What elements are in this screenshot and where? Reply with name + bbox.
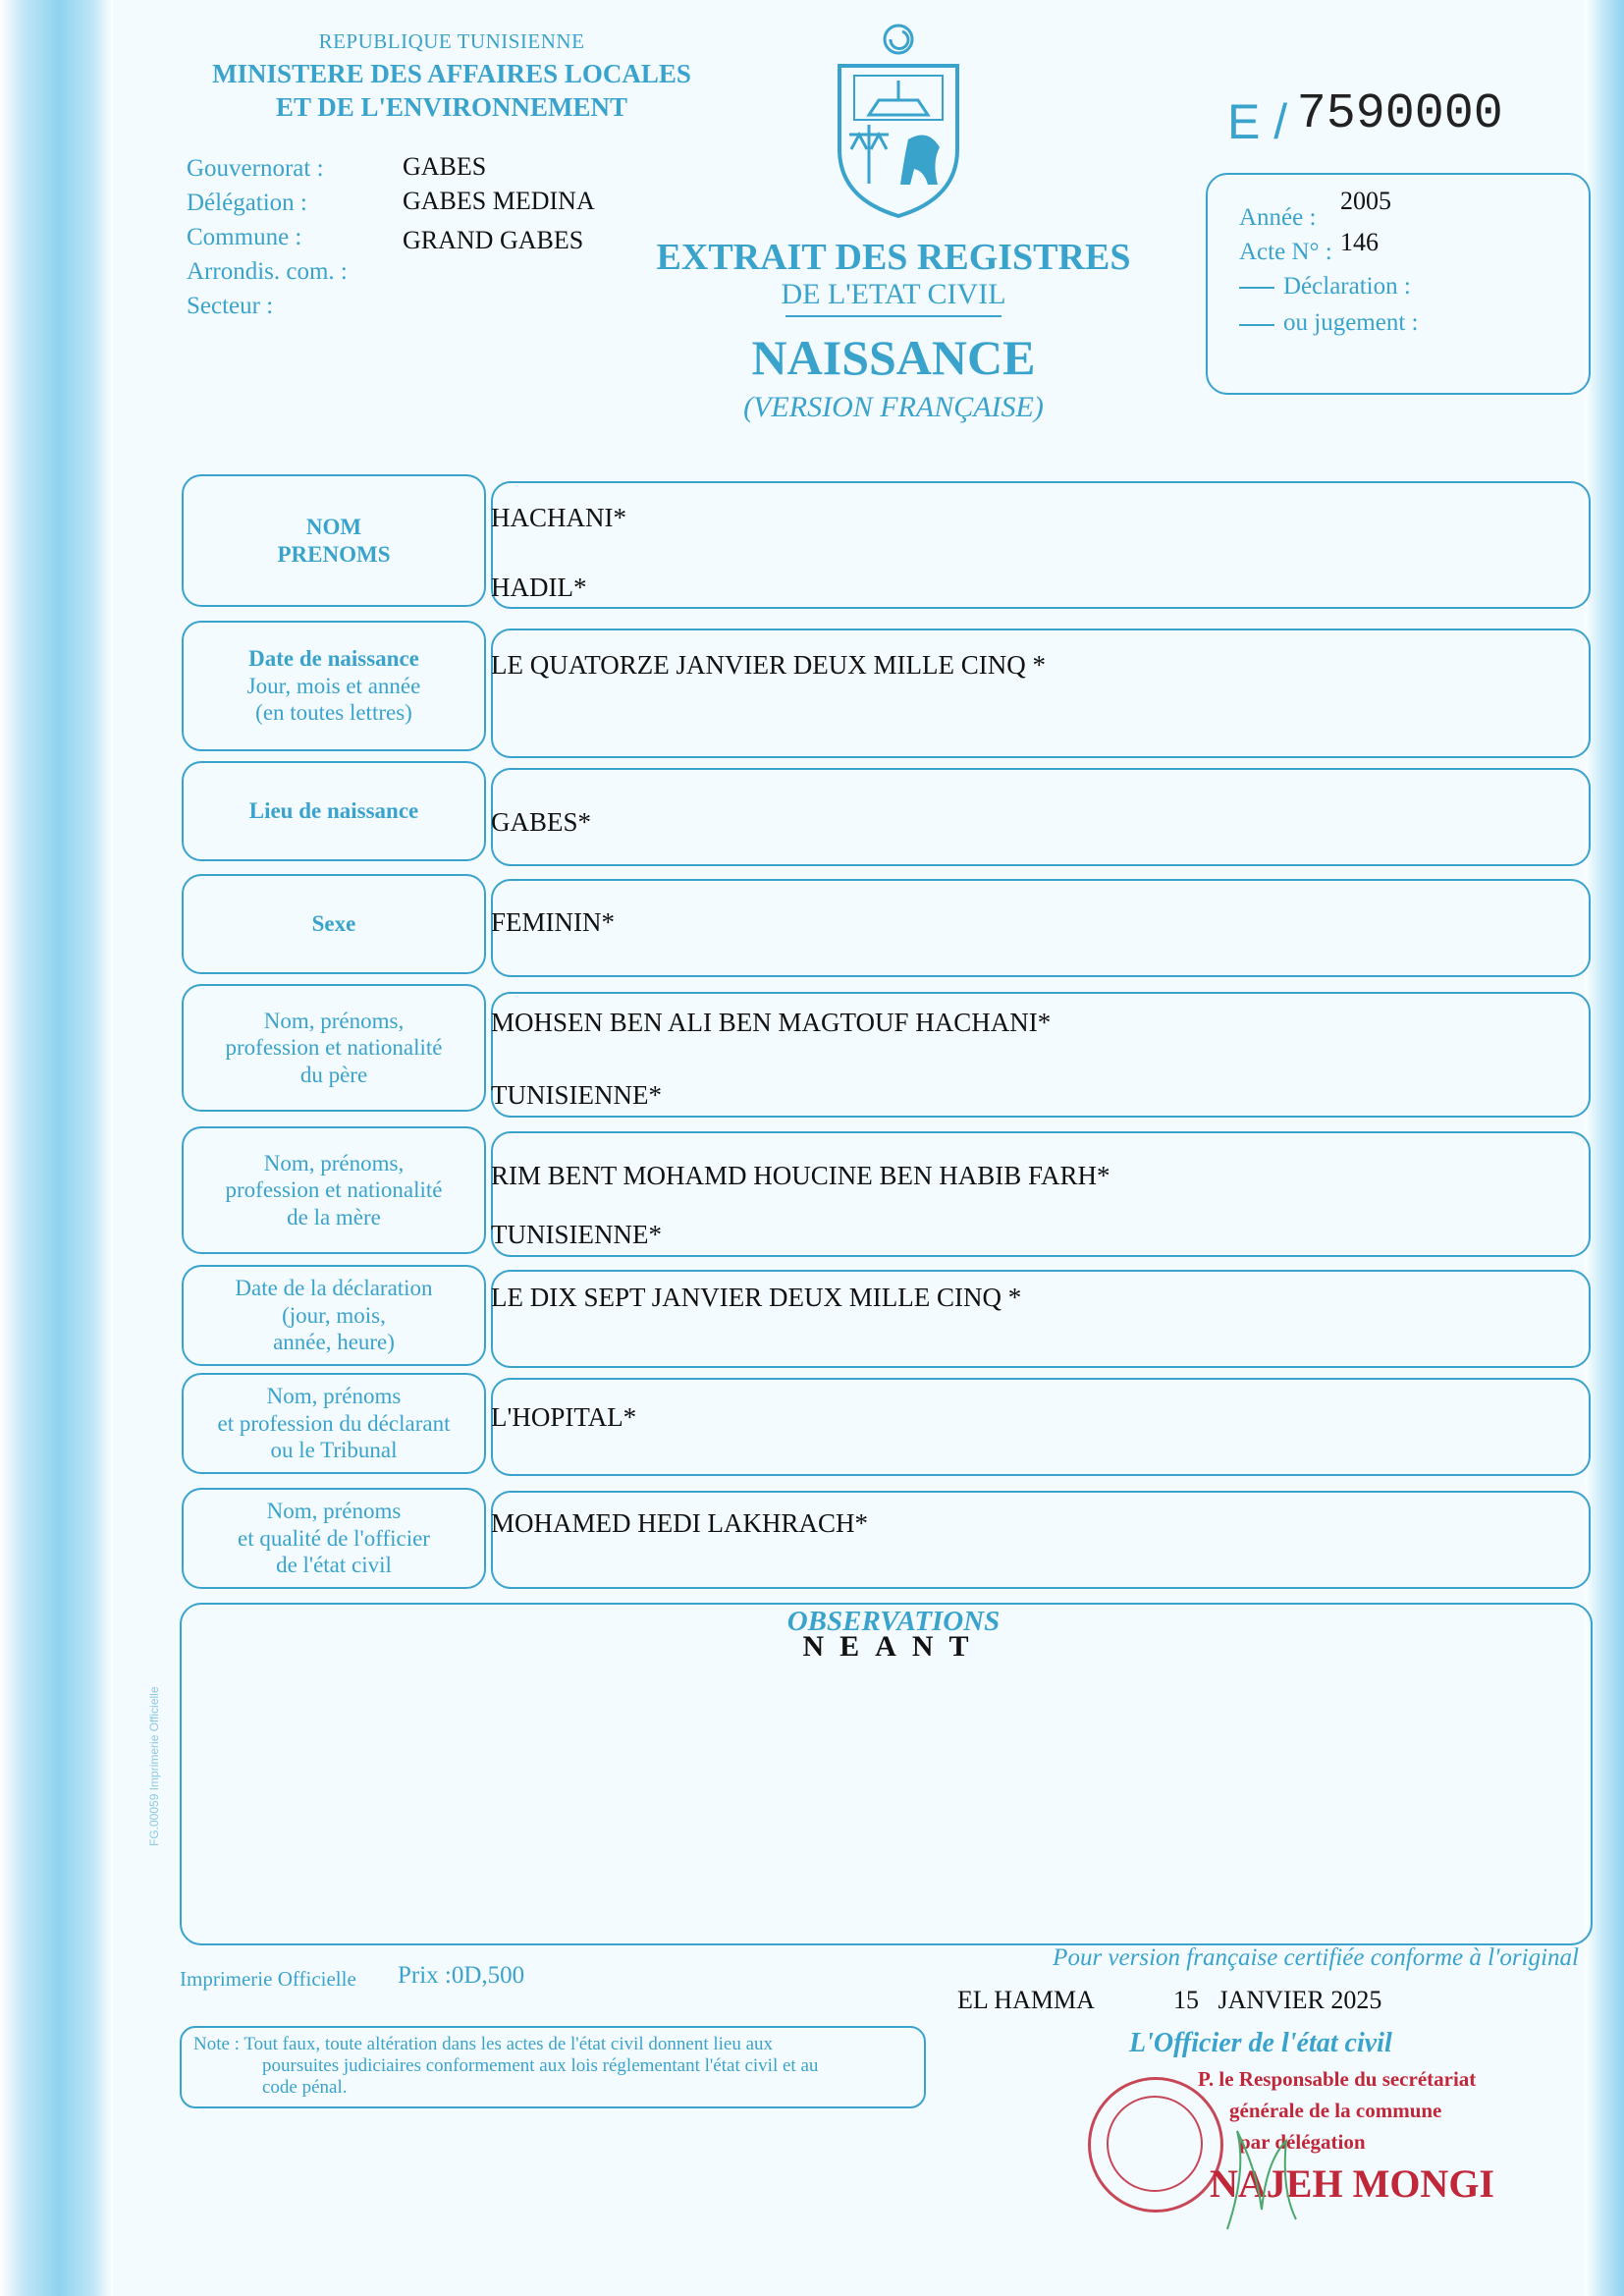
signature [1208,2111,1326,2239]
pere-label-line1: Nom, prénoms, [263,1008,405,1033]
ministry-line1: MINISTERE DES AFFAIRES LOCALES [212,59,691,88]
observations-title: OBSERVATIONS [786,1606,1001,1637]
declaration-date-label-line2: (jour, mois, [282,1302,386,1328]
jugement-dash [1239,324,1274,326]
legal-note-line3: code pénal. [262,2076,348,2098]
right-decorative-border [1585,0,1624,2296]
arrondissement-label: Arrondis. com. : [187,258,348,285]
officier-field [491,1491,1591,1589]
officier-value: MOHAMED HEDI LAKHRACH* [491,1508,868,1538]
pere-nationality-value: TUNISIENNE* [491,1080,662,1110]
declaration-dash [1239,287,1274,289]
date-naissance-field [491,629,1591,758]
declaration-date-label-line3: année, heure) [273,1330,395,1355]
serial-value: 7590000 [1296,86,1503,142]
stamp-line1: P. le Responsable du secrétariat [1198,2067,1477,2091]
date-naissance-label-line3: (en toutes lettres) [255,700,412,726]
declarant-label-line2: et profession du déclarant [217,1410,451,1436]
lieu-naissance-value: GABES* [491,807,592,837]
declarant-label [182,1373,486,1474]
left-decorative-border [0,0,113,2296]
version-label: (VERSION FRANÇAISE) [743,391,1044,423]
serial-prefix: E / [1227,94,1288,149]
gouvernorat-value: GABES [403,152,487,181]
mere-name-value: RIM BENT MOHAMD HOUCINE BEN HABIB FARH* [491,1161,1110,1190]
document-subtitle: DE L'ETAT CIVIL [781,278,1006,310]
republic-label: REPUBLIQUE TUNISIENNE [318,29,585,53]
nom-prenoms-label [182,474,486,607]
sexe-field [491,879,1591,977]
ministry-line2: ET DE L'ENVIRONNEMENT [275,92,628,122]
sexe-label [182,874,486,974]
officier-label-line3: de l'état civil [276,1553,392,1578]
stamp-inner-ring [1107,2096,1203,2192]
declarant-label-line3: ou le Tribunal [270,1438,398,1463]
nom-prenoms-field [491,481,1591,609]
declarant-label-line1: Nom, prénoms [266,1384,402,1409]
legal-note-box [180,2026,926,2108]
annee-label: Année : [1239,204,1317,231]
lieu-naissance-field [491,768,1591,866]
declaration-date-label-line1: Date de la déclaration [235,1276,433,1301]
mere-label-line2: profession et nationalité [225,1177,443,1203]
jugement-label: ou jugement : [1283,309,1419,336]
serial-number [1227,86,1503,154]
coat-of-arms-emblem [830,22,967,218]
officier-label [182,1488,486,1589]
delegation-label: Délégation : [187,190,307,216]
document-type: NAISSANCE [751,330,1036,385]
certified-conform-label: Pour version française certifiée conforme à l'original [1053,1944,1579,1971]
lieu-naissance-label-text: Lieu de naissance [248,798,419,824]
declaration-label: Déclaration : [1283,273,1411,300]
declaration-date-value: LE DIX SEPT JANVIER DEUX MILLE CINQ * [491,1283,1022,1312]
printer-label: Imprimerie Officielle [180,1967,356,1991]
declarant-field [491,1378,1591,1476]
observations-value: NEANT [802,1630,985,1663]
officier-label-line2: et qualité de l'officier [238,1525,430,1551]
legal-note-line1: Note : Tout faux, toute altération dans les actes de l'état civil donnent lieu aux [193,2034,774,2054]
date-naissance-label-line1: Date de naissance [248,646,419,672]
prenoms-label: PRENOMS [277,541,391,567]
date-naissance-label [182,621,486,751]
gouvernorat-label: Gouvernorat : [187,155,324,182]
mere-label [182,1126,486,1254]
officer-title: L'Officier de l'état civil [1129,2028,1392,2058]
sexe-label-text: Sexe [311,911,356,937]
pere-label [182,984,486,1112]
title-divider [785,315,1001,317]
delegation-value: GABES MEDINA [403,187,595,215]
annee-value: 2005 [1340,187,1391,215]
lieu-naissance-label [182,761,486,861]
pere-label-line3: du père [299,1062,368,1087]
pere-name-value: MOHSEN BEN ALI BEN MAGTOUF HACHANI* [491,1008,1052,1037]
prenoms-value: HADIL* [491,573,587,602]
mere-label-line3: de la mère [287,1204,381,1230]
declaration-date-label [182,1265,486,1366]
margin-print-reference: FG.00059 Imprimerie Officielle [147,1686,161,1846]
nom-value: HACHANI* [491,503,626,532]
issue-date: 15 JANVIER 2025 [1173,1986,1382,2014]
officer-name: NAJEH MONGI [1210,2161,1494,2206]
mere-nationality-value: TUNISIENNE* [491,1220,662,1249]
legal-note-line2: poursuites judiciaires conformement aux lois réglementant l'état civil et au [262,2054,819,2076]
declarant-value: L'HOPITAL* [491,1402,637,1432]
price-label: Prix :0D,500 [398,1962,525,1989]
commune-value: GRAND GABES [403,226,584,254]
document-title: EXTRAIT DES REGISTRES [656,237,1131,278]
sexe-value: FEMININ* [491,907,615,937]
issue-place: EL HAMMA [957,1986,1095,2014]
official-stamp [1088,2077,1223,2213]
stamp-line3: par délégation [1239,2130,1366,2154]
acte-number-label: Acte N° : [1239,239,1332,265]
date-naissance-value: LE QUATORZE JANVIER DEUX MILLE CINQ * [491,650,1046,680]
stamp-line2: générale de la commune [1229,2099,1442,2122]
commune-label: Commune : [187,224,302,250]
officier-label-line1: Nom, prénoms [266,1499,402,1524]
date-naissance-label-line2: Jour, mois et année [246,673,421,698]
pere-label-line2: profession et nationalité [225,1035,443,1061]
mere-label-line1: Nom, prénoms, [263,1150,405,1175]
nom-label: NOM [305,514,362,539]
acte-number-value: 146 [1340,228,1379,256]
secteur-label: Secteur : [187,293,274,319]
